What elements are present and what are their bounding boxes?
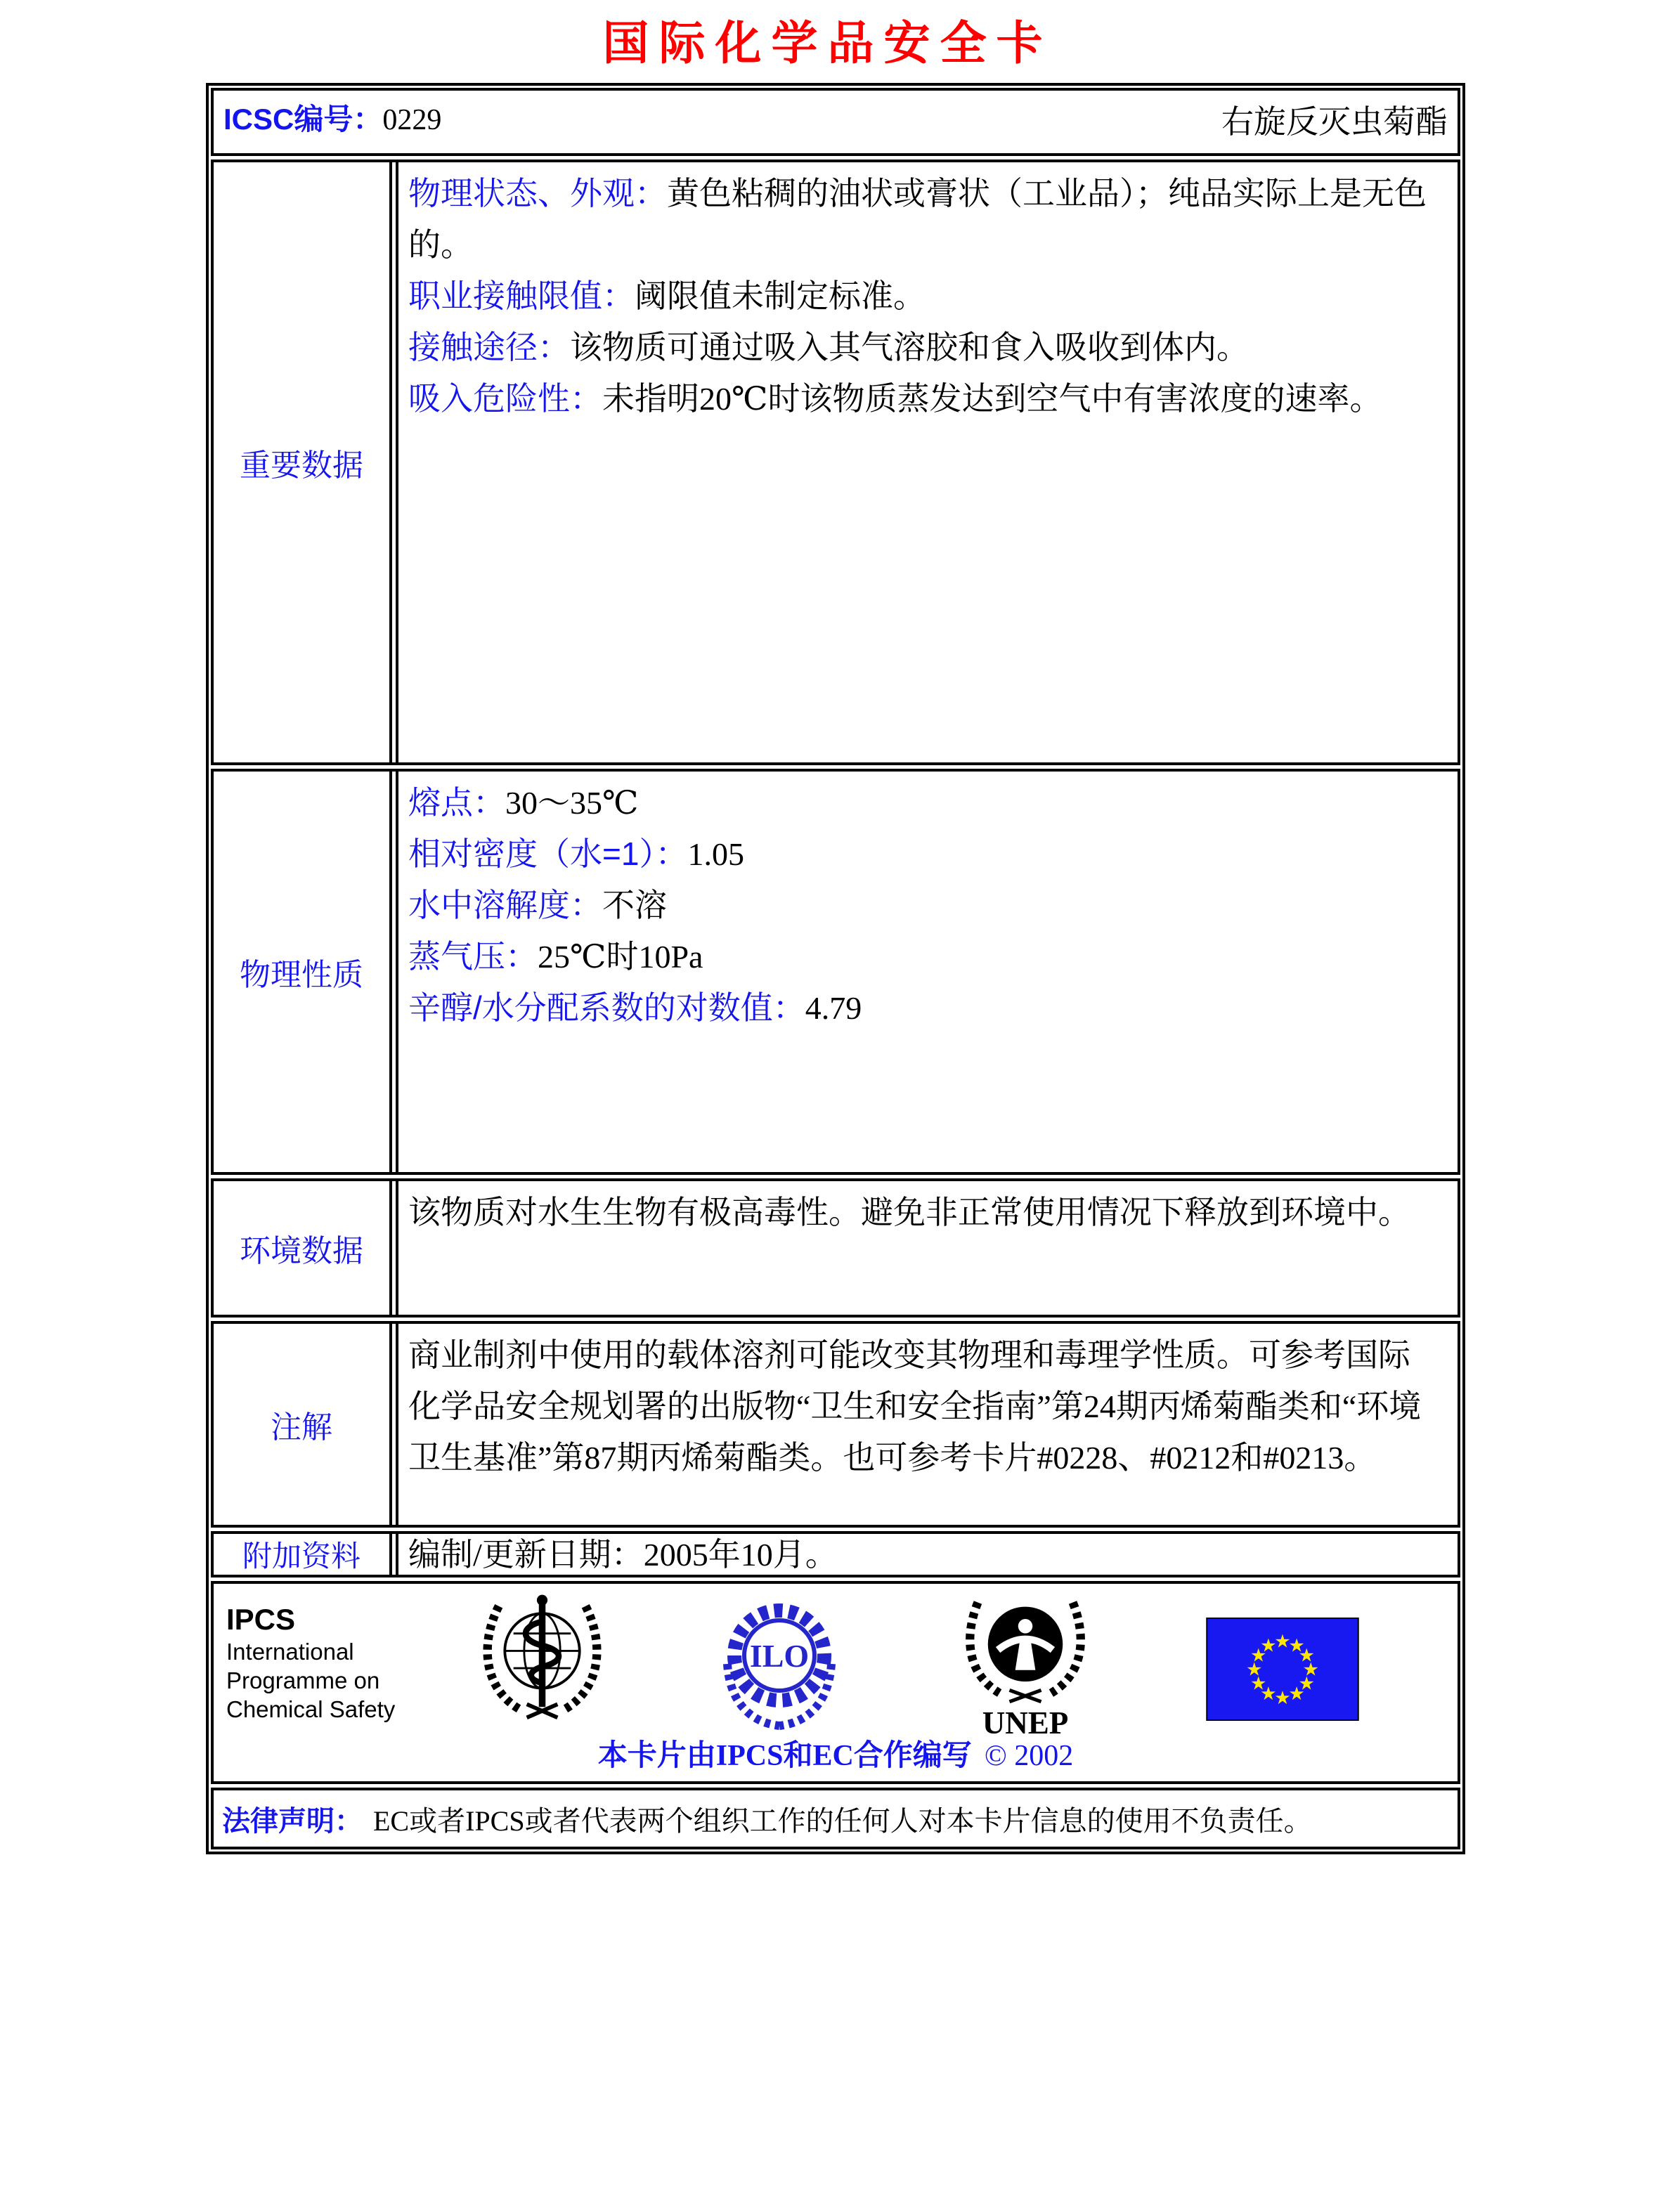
entry-label: 吸入危险性： [408, 380, 602, 417]
entry-label: 相对密度（水=1）： [408, 835, 688, 872]
icsc-number-value: 0229 [382, 104, 442, 136]
footer-row [211, 1581, 1460, 1784]
entry-text: 30～35℃ [505, 785, 639, 821]
copyright-text: © 2002 [984, 1740, 1074, 1772]
credit-line [214, 1732, 1458, 1774]
entry-physical-state [408, 168, 1429, 271]
ipcs-line: International [226, 1639, 354, 1665]
entry-label: 熔点： [408, 784, 505, 821]
ipcs-line: Chemical Safety [226, 1696, 396, 1722]
entry-relative-density [408, 828, 1429, 880]
entry-vapor-pressure [408, 931, 1429, 982]
svg-text:★: ★ [1274, 1631, 1291, 1653]
ilo-logo-icon [706, 1594, 853, 1731]
entry-inhalation-risk [408, 373, 1429, 424]
environmental-data-label: 环境数据 [214, 1181, 392, 1315]
entry-water-solubility [408, 880, 1429, 931]
entry-exposure-routes [408, 322, 1429, 373]
svg-text:★: ★ [1245, 1659, 1263, 1681]
entry-text: 4.79 [805, 990, 862, 1026]
entry-text: 未指明20℃时该物质蒸发达到空气中有害浓度的速率。 [602, 381, 1382, 417]
environmental-data-content [396, 1181, 1458, 1315]
svg-text:★: ★ [1274, 1687, 1291, 1709]
svg-text:★: ★ [1260, 1683, 1277, 1705]
environmental-data-row [211, 1178, 1460, 1318]
entry-label: 物理状态、外观： [408, 175, 667, 212]
ipcs-title: IPCS [226, 1603, 296, 1636]
icsc-number-label: ICSC编号： [223, 103, 383, 136]
card-table [206, 83, 1465, 1854]
additional-info-text: 编制/更新日期：2005年10月。 [408, 1536, 838, 1573]
legal-label: 法律声明： [222, 1805, 363, 1837]
svg-text:★: ★ [1260, 1635, 1277, 1657]
svg-text:★: ★ [1288, 1635, 1305, 1657]
entry-text: 25℃时10Pa [538, 939, 703, 975]
page-title: 国际化学品安全卡 [602, 15, 1053, 70]
svg-text:★: ★ [1298, 1645, 1315, 1667]
svg-text:★: ★ [1250, 1645, 1267, 1667]
legal-text: EC或者IPCS或者代表两个组织工作的任何人对本卡片信息的使用不负责任。 [373, 1804, 1312, 1837]
ipcs-text-block [226, 1602, 395, 1724]
entry-text: 黄色粘稠的油状或膏状（工业品）；纯品实际上是无色的。 [408, 176, 1427, 263]
entry-melting-point [408, 777, 1429, 828]
entry-label: 蒸气压： [408, 938, 538, 975]
entry-text: 阈限值未制定标准。 [635, 278, 926, 314]
credit-text: 本卡片由IPCS和EC合作编写 [597, 1740, 972, 1772]
notes-row [211, 1321, 1460, 1528]
additional-info-label: 附加资料 [214, 1534, 392, 1575]
unep-letters: UNEP [982, 1705, 1069, 1739]
header-row [211, 88, 1460, 156]
legal-row [211, 1788, 1460, 1849]
additional-info-row [211, 1531, 1460, 1577]
physical-properties-row [211, 769, 1460, 1175]
entry-text: 1.05 [687, 836, 744, 872]
additional-info-content [396, 1534, 1458, 1575]
entry-label: 辛醇/水分配系数的对数值： [408, 989, 805, 1026]
who-logo-icon [449, 1589, 635, 1723]
ipcs-line: Programme on [226, 1667, 380, 1693]
entry-log-kow [408, 982, 1429, 1034]
svg-text:★: ★ [1250, 1673, 1267, 1695]
notes-text: 商业制剂中使用的载体溶剂可能改变其物理和毒理学性质。可参考国际化学品安全规划署的出版物“卫生和安全指南”第24期丙烯菊酯类和“环境卫生基准”第87期丙烯菊酯类。也可参考卡片#0228、#0212和#0213。 [408, 1337, 1422, 1476]
svg-text:★: ★ [1298, 1673, 1315, 1695]
entry-label: 接触途径： [408, 329, 570, 365]
ilo-letters: ILO [749, 1638, 810, 1674]
svg-text:★: ★ [1288, 1683, 1305, 1705]
physical-properties-content [396, 772, 1458, 1172]
notes-label: 注解 [214, 1324, 392, 1525]
important-data-content [396, 162, 1458, 762]
important-data-row [211, 160, 1460, 765]
entry-label: 职业接触限值： [408, 278, 635, 314]
unep-logo-icon [952, 1588, 1099, 1739]
entry-label: 水中溶解度： [408, 887, 602, 923]
entry-occupational-limit [408, 271, 1429, 322]
notes-content [396, 1324, 1458, 1525]
eu-flag-icon [1206, 1618, 1359, 1721]
entry-text: 不溶 [602, 887, 667, 923]
environmental-data-text: 该物质对水生生物有极高毒性。避免非正常使用情况下释放到环境中。 [408, 1195, 1410, 1230]
important-data-label: 重要数据 [214, 162, 392, 762]
svg-text:★: ★ [1302, 1659, 1320, 1681]
icsc-number-group [223, 96, 441, 148]
physical-properties-label: 物理性质 [214, 772, 392, 1172]
entry-text: 该物质可通过吸入其气溶胶和食入吸收到体内。 [570, 330, 1249, 365]
chemical-name: 右旋反灭虫菊酯 [1221, 104, 1448, 140]
